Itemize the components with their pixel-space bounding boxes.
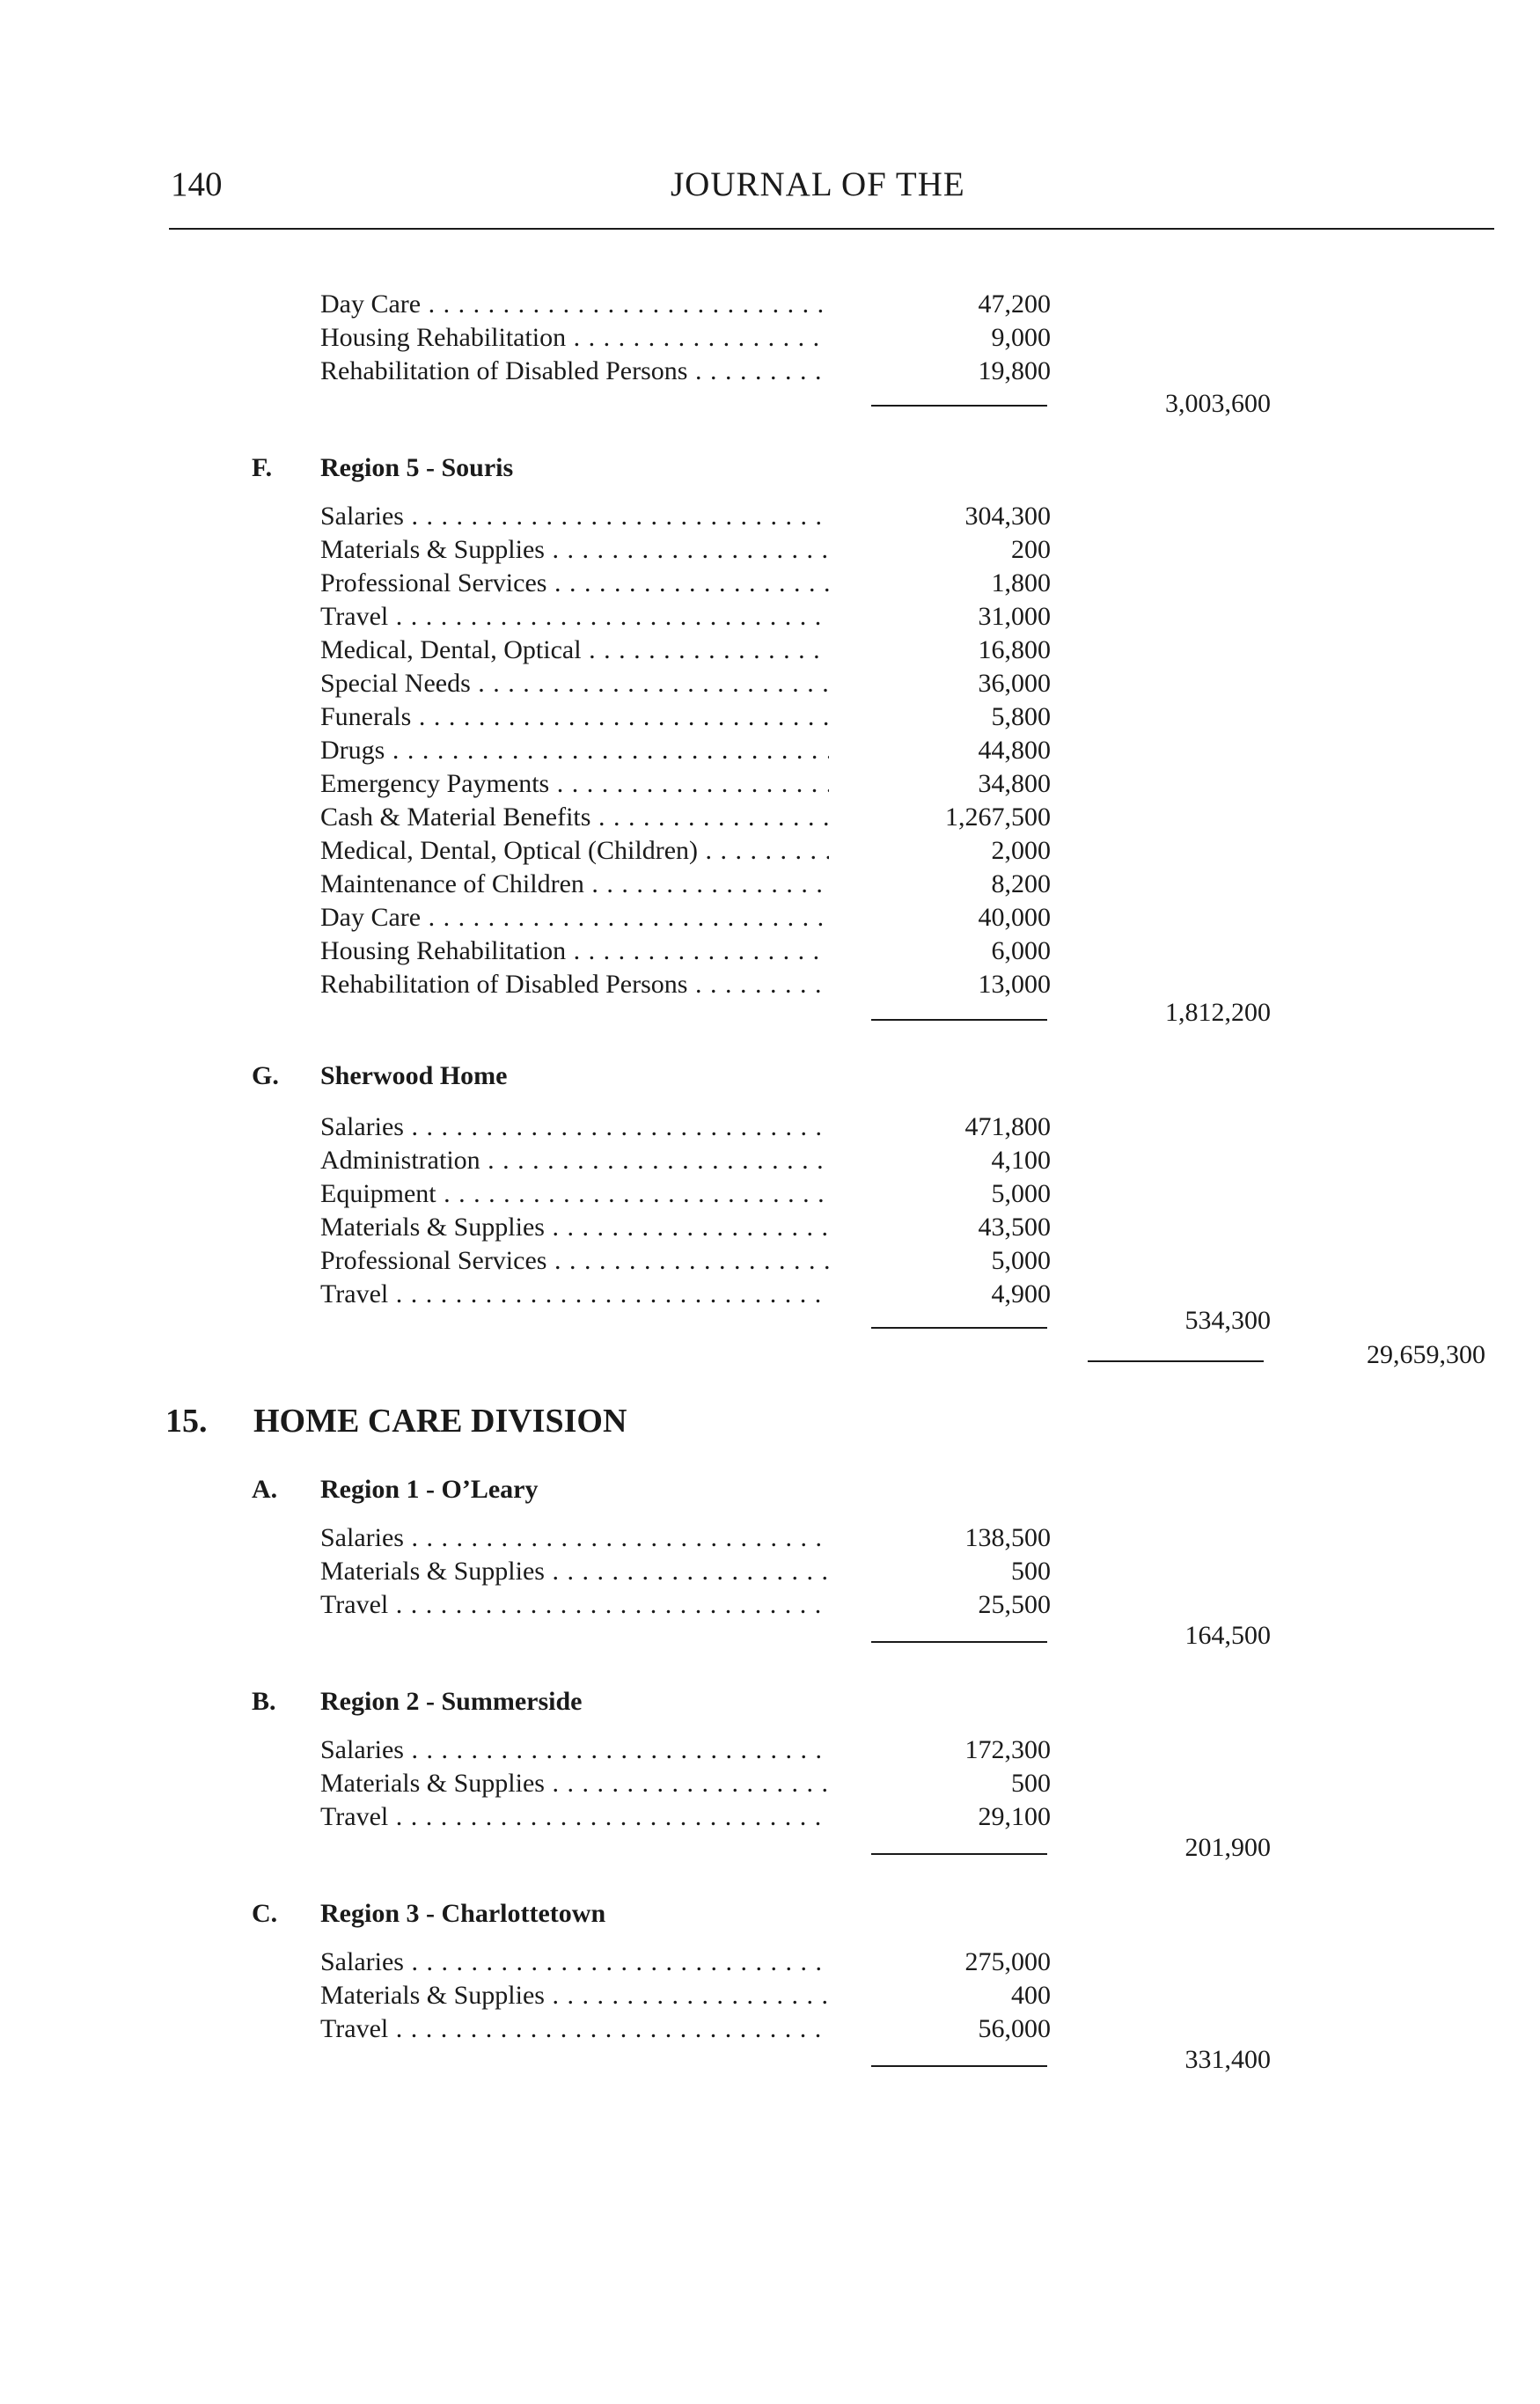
line-label: Salaries . . . [320,500,829,533]
line-label: Housing Rehabilitation . . . [320,934,829,968]
line-amount: 6,000 [991,936,1051,965]
line-amount: 16,800 [978,635,1051,664]
line-amount: 1,800 [991,568,1051,597]
line-label: Travel . . . [320,1278,829,1311]
line-label: Travel . . . [320,600,829,634]
line-label: Day Care . . . [320,901,829,934]
budget-line [320,1211,1051,1244]
line-amount: 36,000 [978,669,1051,698]
budget-line [320,321,1051,355]
line-amount: 172,300 [964,1735,1051,1764]
budget-line [320,1144,1051,1177]
budget-line [320,834,1051,868]
division-title: HOME CARE DIVISION [253,1403,627,1440]
line-label: Materials & Supplies . . . [320,1767,829,1800]
line-label: Equipment . . . [320,1177,829,1211]
line-label: Travel . . . [320,1588,829,1622]
budget-line [320,901,1051,934]
line-label: Housing Rehabilitation . . . [320,321,829,355]
budget-line [320,1767,1051,1800]
region-total: 3,003,600 [1165,389,1271,418]
line-label: Professional Services . . . [320,567,829,600]
budget-line [320,355,1051,388]
subtotal-rule [871,1853,1047,1855]
line-amount: 1,267,500 [945,803,1051,832]
division-number: 15. [165,1403,208,1440]
subtotal-rule [871,1019,1047,1021]
region-total: 534,300 [1184,1306,1271,1335]
line-amount: 34,800 [978,769,1051,798]
line-amount: 138,500 [964,1523,1051,1552]
budget-line [320,1521,1051,1555]
region-letter: A. [252,1475,278,1504]
budget-line [320,667,1051,700]
budget-line [320,2012,1051,2046]
line-label: Emergency Payments . . . [320,767,829,801]
region-letter: B. [252,1687,276,1716]
line-amount: 43,500 [978,1213,1051,1242]
region-total: 1,812,200 [1165,998,1271,1027]
budget-line [320,1979,1051,2012]
subtotal-rule [871,2065,1047,2067]
line-label: Rehabilitation of Disabled Persons . . . [320,968,829,1001]
line-label: Maintenance of Children . . . [320,868,829,901]
line-label: Drugs . . . [320,734,829,767]
division-total: 29,659,300 [1367,1340,1485,1369]
line-label: Salaries . . . [320,1521,829,1555]
line-amount: 19,800 [978,356,1051,385]
line-amount: 44,800 [978,736,1051,765]
line-label: Medical, Dental, Optical (Children) . . . [320,834,829,868]
line-label: Professional Services . . . [320,1244,829,1278]
region-letter: G. [252,1061,279,1090]
budget-line [320,734,1051,767]
region-title: Region 1 - O’Leary [320,1475,539,1504]
line-amount: 29,100 [978,1802,1051,1831]
budget-line [320,801,1051,834]
budget-line [320,1244,1051,1278]
line-amount: 31,000 [978,602,1051,631]
region-total: 331,400 [1184,2045,1271,2074]
line-amount: 4,900 [991,1279,1051,1308]
line-amount: 40,000 [978,903,1051,932]
line-label: Special Needs . . . [320,667,829,700]
budget-line [320,1800,1051,1834]
budget-line [320,500,1051,533]
region-title: Region 2 - Summerside [320,1687,583,1716]
line-amount: 8,200 [991,869,1051,898]
subtotal-rule [871,1327,1047,1329]
line-label: Administration . . . [320,1144,829,1177]
budget-line [320,700,1051,734]
line-amount: 5,800 [991,702,1051,731]
line-amount: 5,000 [991,1179,1051,1208]
line-label: Cash & Material Benefits . . . [320,801,829,834]
line-amount: 2,000 [991,836,1051,865]
region-title: Sherwood Home [320,1061,508,1090]
running-head: JOURNAL OF THE [671,165,965,203]
line-label: Travel . . . [320,2012,829,2046]
region-total: 164,500 [1184,1621,1271,1650]
budget-line [320,1110,1051,1144]
page-number: 140 [171,165,223,203]
budget-line [320,1946,1051,1979]
line-label: Day Care . . . [320,288,829,321]
line-amount: 47,200 [978,290,1051,319]
line-label: Salaries . . . [320,1946,829,1979]
budget-line [320,1733,1051,1767]
line-amount: 5,000 [991,1246,1051,1275]
budget-line [320,1588,1051,1622]
budget-line [320,288,1051,321]
line-label: Materials & Supplies . . . [320,533,829,567]
line-label: Materials & Supplies . . . [320,1211,829,1244]
line-amount: 4,100 [991,1146,1051,1175]
budget-line [320,1177,1051,1211]
region-title: Region 3 - Charlottetown [320,1899,606,1928]
region-letter: F. [252,453,273,482]
header-rule [169,228,1494,230]
line-label: Rehabilitation of Disabled Persons . . . [320,355,829,388]
budget-line [320,767,1051,801]
budget-line [320,934,1051,968]
line-label: Salaries . . . [320,1733,829,1767]
line-amount: 13,000 [978,970,1051,999]
line-amount: 275,000 [964,1947,1051,1976]
budget-line [320,968,1051,1001]
line-amount: 471,800 [964,1112,1051,1141]
budget-line [320,567,1051,600]
line-amount: 500 [1011,1769,1051,1798]
budget-line [320,868,1051,901]
line-label: Funerals . . . [320,700,829,734]
line-amount: 56,000 [978,2014,1051,2043]
line-label: Materials & Supplies . . . [320,1555,829,1588]
line-amount: 200 [1011,535,1051,564]
budget-line [320,1555,1051,1588]
region-total: 201,900 [1184,1833,1271,1862]
line-label: Materials & Supplies . . . [320,1979,829,2012]
line-amount: 25,500 [978,1590,1051,1619]
line-amount: 500 [1011,1557,1051,1586]
line-amount: 304,300 [964,502,1051,531]
division-rule [1088,1360,1264,1362]
subtotal-rule [871,1641,1047,1643]
subtotal-rule [871,405,1047,407]
line-amount: 9,000 [991,323,1051,352]
region-title: Region 5 - Souris [320,453,514,482]
budget-line [320,600,1051,634]
budget-line [320,533,1051,567]
line-amount: 400 [1011,1981,1051,2010]
budget-line [320,1278,1051,1311]
line-label: Salaries . . . [320,1110,829,1144]
budget-line [320,634,1051,667]
region-letter: C. [252,1899,278,1928]
line-label: Travel . . . [320,1800,829,1834]
line-label: Medical, Dental, Optical . . . [320,634,829,667]
